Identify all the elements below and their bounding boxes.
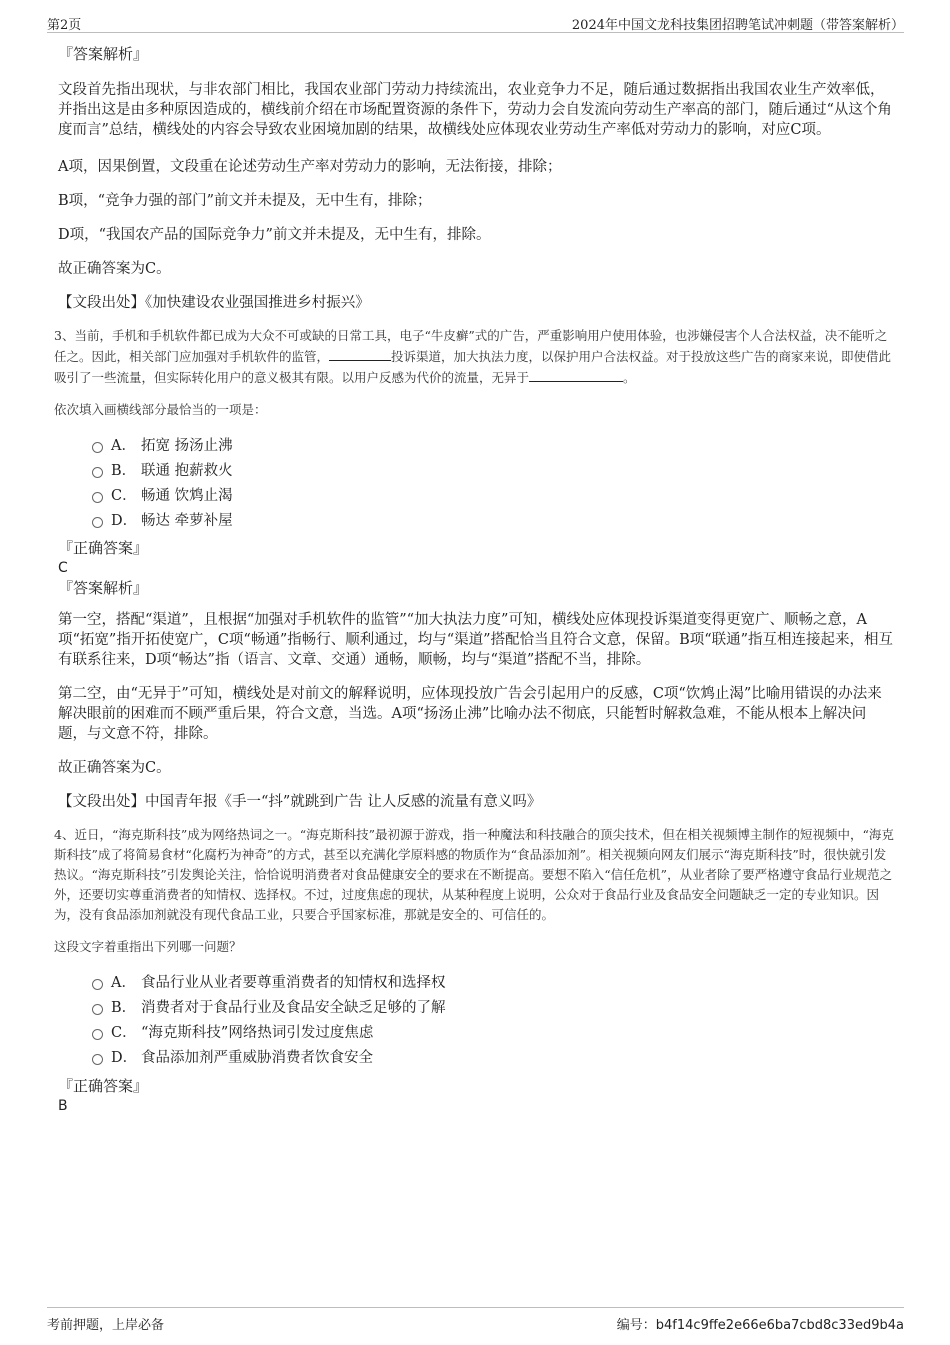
q2-option-d-note: D项，“我国农产品的国际竞争力”前文并未提及，无中生有，排除。 [58, 227, 491, 243]
radio-icon[interactable] [92, 492, 103, 503]
q4-option-d[interactable]: D． 食品添加剂严重威胁消费者饮食安全 [54, 1046, 894, 1071]
q3-conclusion: 故正确答案为C。 [58, 760, 171, 776]
radio-icon[interactable] [92, 1004, 103, 1015]
q3-correct-answer: C [58, 560, 68, 576]
q3-option-d[interactable]: D． 畅达 牵萝补屋 [54, 509, 894, 534]
q3-stem: 3、当前，手机和手机软件都已成为大众不可或缺的日常工具，电子“牛皮癣”式的广告，严重影响用户使用体验，也涉嫌侵害个人合法权益，决不能听之任之。因此，相关部门应加强对手机软件的监管， 投诉渠道，加大执法力度，以保护用户合法权益。对于投放这些广告的商家来说，即使借此吸引了一些流量，但实际转化用户的意义极其有限。以用户反感为代价的流量，无异于 。 [54, 328, 892, 385]
q2-option-b-note: B项，“竞争力强的部门”前文并未提及，无中生有，排除； [58, 193, 432, 209]
q3-option-b[interactable]: B． 联通 抱薪救火 [54, 459, 894, 484]
footer-slogan: 考前押题，上岸必备 [47, 1318, 165, 1333]
q2-analysis-label: 『答案解析』 [58, 45, 149, 63]
q3-prompt: 依次填入画横线部分最恰当的一项是： [54, 402, 267, 417]
q3-blank-1 [329, 346, 391, 361]
page-number: 第2页 [47, 18, 82, 33]
document-title: 2024年中国文龙科技集团招聘笔试冲刺题（带答案解析） [571, 18, 904, 33]
q4-options [54, 971, 894, 1071]
radio-icon[interactable] [92, 1054, 103, 1065]
q4-option-a[interactable]: A． 食品行业从业者要尊重消费者的知情权和选择权 [54, 971, 894, 996]
q3-option-a[interactable]: A． 拓宽 扬汤止沸 [54, 434, 894, 459]
q4-correct-label: 『正确答案』 [58, 1077, 149, 1095]
document-code: 编号：b4f14c9ffe2e66e6ba7cbd8c33ed9b4a [616, 1318, 904, 1333]
q4-option-b[interactable]: B． 消费者对于食品行业及食品安全缺乏足够的了解 [54, 996, 894, 1021]
q3-options [54, 434, 894, 534]
q4-stem: 4、近日，“海克斯科技”成为网络热词之一。“海克斯科技”最初源于游戏，指一种魔法和科技融合的顶尖技术，但在相关视频博主制作的短视频中，“海克斯科技”成了将简易食材“化腐朽为神奇”的方式，甚至以充满化学原料感的物质作为“食品添加剂”。相关视频向网友们展示“海克斯科技”时，很快就引发热议。“海克斯科技”引发舆论关注，恰恰说明消费者对食品健康安全的要求在不断提高。要想不陷入“信任危机”，从业者除了要严格遵守食品行业规范之外，还要切实尊重消费者的知情权、选择权。不过，过度焦虑的现状，从某种程度上说明，公众对于食品行业及食品安全问题缺乏一定的专业知识。因为，没有食品添加剂就没有现代食品工业，只要合乎国家标准，那就是安全的、可信任的。 [54, 827, 894, 922]
q3-option-c[interactable]: C． 畅通 饮鸩止渴 [54, 484, 894, 509]
radio-icon[interactable] [92, 467, 103, 478]
radio-icon[interactable] [92, 517, 103, 528]
q3-source: 【文段出处】中国青年报《手一“抖”就跳到广告 让人反感的流量有意义吗》 [58, 794, 542, 810]
page-header [47, 12, 904, 33]
q4-correct-answer: B [58, 1098, 68, 1114]
q2-source: 【文段出处】《加快建设农业强国推进乡村振兴》 [58, 295, 370, 311]
q2-analysis-text: 文段首先指出现状，与非农部门相比，我国农业部门劳动力持续流出，农业竞争力不足，随后通过数据指出我国农业生产效率低，并指出这是由多种原因造成的，横线前介绍在市场配置资源的条件下，劳动力会自发流向劳动生产率高的部门，随后通过“从这个角度而言”总结，横线处的内容会导致农业困境加剧的结果，故横线处应体现农业劳动生产率低对劳动力的影响，对应C项。 [58, 82, 892, 138]
q3-analysis-paragraph-1: 第一空，搭配“渠道”，且根据“加强对手机软件的监管”“加大执法力度”可知，横线处应体现投诉渠道变得更宽广、顺畅之意，A项“拓宽”指开拓使宽广，C项“畅通”指畅行、顺利通过，均与“渠道”搭配恰当且符合文意，保留。B项“联通”指互相连接起来，相互有联系往来，D项“畅达”指（语言、文章、交通）通畅，顺畅，均与“渠道”搭配不当，排除。 [58, 612, 894, 668]
q3-correct-label: 『正确答案』 [58, 539, 149, 557]
q3-analysis-paragraph-2: 第二空，由“无异于”可知，横线处是对前文的解释说明，应体现投放广告会引起用户的反感，C项“饮鸩止渴”比喻用错误的办法来解决眼前的困难而不顾严重后果，符合文意，当选。A项“扬汤止沸”比喻办法不彻底，只能暂时解救急难，不能从根本上解决问题，与文意不符，排除。 [58, 686, 882, 742]
q3-blank-2 [529, 367, 623, 382]
q4-option-c[interactable]: C． “海克斯科技”网络热词引发过度焦虑 [54, 1021, 894, 1046]
radio-icon[interactable] [92, 979, 103, 990]
radio-icon[interactable] [92, 442, 103, 453]
q4-prompt: 这段文字着重指出下列哪一问题？ [54, 939, 242, 954]
q3-analysis-label: 『答案解析』 [58, 579, 149, 597]
page-footer [47, 1307, 904, 1333]
radio-icon[interactable] [92, 1029, 103, 1040]
q2-option-a-note: A项，因果倒置，文段重在论述劳动生产率对劳动力的影响，无法衔接，排除； [58, 159, 562, 175]
q2-conclusion: 故正确答案为C。 [58, 261, 171, 277]
page-content [54, 44, 894, 1116]
